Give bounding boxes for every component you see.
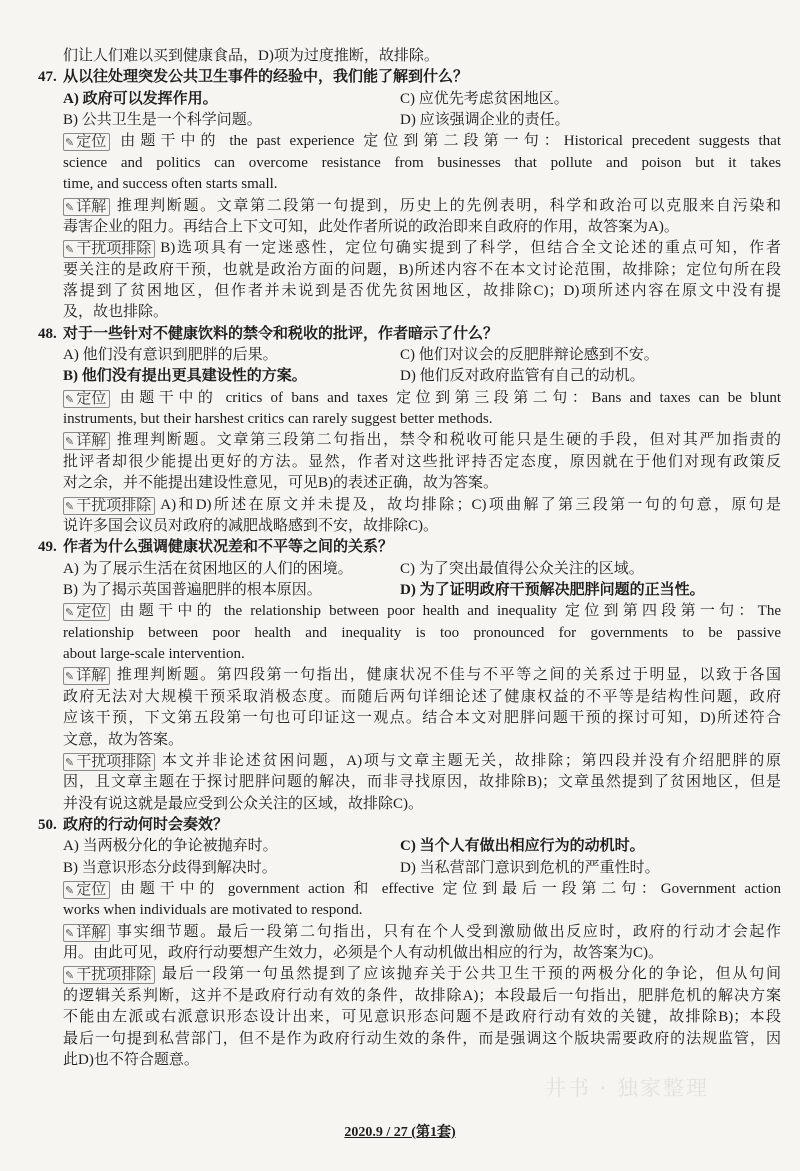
- locate-line: instruments, but their harshest critics can rarely suggest better methods.: [63, 411, 493, 428]
- page-content: [38, 46, 781, 1071]
- locate-label: [63, 390, 110, 408]
- distractor-first-line: [63, 495, 781, 516]
- explain-line: 政府无法对大规模干预采取消极态度。而随后两句详细论述了健康权益的不平等是结构性问题，政府: [63, 688, 781, 705]
- locate-label-text: 定位: [76, 604, 107, 621]
- locate-label: [63, 133, 110, 151]
- distractor-text: 最后一段第一句虽然提到了应该抛弃关于公共卫生干预的两极分化的争论，但从句间: [160, 966, 781, 983]
- locate-label-text: 定位: [76, 390, 107, 407]
- locate-line: science and politics can overcome resistance from businesses that pollute and poison but it takes: [63, 154, 781, 171]
- question-number: 48.: [38, 325, 57, 342]
- continuation-line: 们让人们难以买到健康食品，D)项为过度推断，故排除。: [63, 48, 439, 64]
- pencil-icon: ✎: [65, 136, 75, 150]
- options-row: [63, 89, 781, 110]
- watermark: 井书 · 独家整理: [545, 1076, 710, 1100]
- explain-text: 推理判断题。文章第二段第一句提到，历史上的先例表明，科学和政治可以克服来自污染和: [115, 197, 781, 214]
- explain-line: 毒害企业的阻力。再结合上下文可知，此处作者所说的政治即来自政府的作用，故答案为A)。: [63, 218, 679, 235]
- question-number: 50.: [38, 816, 57, 833]
- distractor-label-text: 干扰项排除: [76, 753, 152, 770]
- option-b: B) 为了揭示英国普遍肥胖的根本原因。: [63, 581, 322, 598]
- locate-text: 由题干中的 critics of bans and taxes 定位到第三段第二句：Bans and taxes can be blunt: [115, 389, 781, 406]
- locate-first-line: [63, 131, 781, 152]
- locate-label-text: 定位: [76, 134, 107, 151]
- option-b: B) 他们没有提出更具建设性的方案。: [63, 368, 307, 385]
- distractor-line: 要关注的是政府干预，也就是政治方面的问题，B)所述内容不在本文讨论范围，故排除；定位句所在段: [63, 261, 781, 278]
- distractor-text: 本文并非论述贫困问题，A)项与文章主题无关，故排除；第四段并没有介绍肥胖的原: [160, 752, 781, 769]
- pencil-icon: ✎: [65, 200, 75, 214]
- distractor-line: 因，且文章主题在于探讨肥胖问题的解决，而非寻找原因，故排除B)；文章虽然提到了贫困地区，但是: [63, 774, 781, 791]
- question-text: 对于一些针对不健康饮料的禁令和税收的批评，作者暗示了什么？: [63, 325, 499, 342]
- option-c: C) 当个人有做出相应行为的动机时。: [400, 838, 645, 855]
- distractor-label: [63, 240, 155, 258]
- question-text: 作者为什么强调健康状况差和不平等之间的关系？: [63, 539, 394, 556]
- distractor-line: 说许多国会议员对政府的减肥战略感到不安，故排除C)。: [63, 517, 439, 534]
- locate-line: relationship between poor health and inequality is too pronounced for governments to be passive: [63, 624, 781, 641]
- locate-line: about large-scale intervention.: [63, 646, 245, 663]
- explain-label: [63, 198, 110, 216]
- pencil-icon: ✎: [65, 606, 75, 620]
- explain-line: 文意，故为答案。: [63, 731, 184, 748]
- explain-label: [63, 667, 110, 685]
- distractor-text: A)和D)所述在原文并未提及，故均排除；C)项曲解了第三段第一句的句意，原句是: [160, 496, 781, 513]
- option-d: D) 应该强调企业的责任。: [400, 112, 570, 129]
- question-number: 47.: [38, 69, 57, 86]
- explain-first-line: [63, 430, 781, 451]
- pencil-icon: ✎: [65, 884, 75, 898]
- locate-label: [63, 881, 110, 899]
- pencil-icon: ✎: [65, 499, 75, 513]
- explain-label-text: 详解: [76, 433, 107, 450]
- options-row: [63, 110, 781, 131]
- pencil-icon: ✎: [65, 926, 75, 940]
- locate-text: 由题干中的 the relationship between poor health and inequality 定位到第四段第一句：The: [115, 603, 781, 620]
- option-a: A) 政府可以发挥作用。: [63, 90, 218, 107]
- distractor-first-line: [63, 238, 781, 259]
- explain-first-line: [63, 665, 781, 686]
- pencil-icon: ✎: [65, 392, 75, 406]
- explain-label-text: 详解: [76, 924, 107, 941]
- locate-first-line: [63, 601, 781, 622]
- question-stem: [38, 815, 781, 836]
- distractor-line: 并没有说这就是最应受到公众关注的区域，故排除C)。: [63, 795, 424, 812]
- question-49: [38, 537, 781, 815]
- pencil-icon: ✎: [65, 670, 75, 684]
- distractor-label: [63, 753, 155, 771]
- locate-label-text: 定位: [76, 882, 107, 899]
- option-a: A) 为了展示生活在贫困地区的人们的困境。: [63, 560, 353, 577]
- distractor-line: 此D)也不符合题意。: [63, 1051, 199, 1068]
- explain-line: 对之余，并不能提出建设性意见，可见B)的表述正确，故为答案。: [63, 475, 499, 492]
- option-c: C) 为了突出最值得公众关注的区域。: [400, 560, 644, 577]
- locate-line: time, and success often starts small.: [63, 176, 278, 193]
- options-row: [63, 580, 781, 601]
- distractor-label: [63, 497, 155, 515]
- option-b: B) 当意识形态分歧得到解决时。: [63, 859, 277, 876]
- explain-text: 事实细节题。最后一段第二句指出，只有在个人受到激励做出反应时，政府的行动才会起作: [115, 923, 781, 940]
- footer-text: 2020.9 / 27 (第1套): [344, 1125, 456, 1140]
- distractor-label-text: 干扰项排除: [76, 241, 152, 258]
- distractor-line: 不能由左派或右派意识形态设计出来，可见意识形态问题不是政府行动有效的关键，故排除B)；本段: [63, 1009, 781, 1026]
- distractor-first-line: [63, 964, 781, 985]
- option-d: D) 为了证明政府干预解决肥胖问题的正当性。: [400, 581, 705, 598]
- locate-line: works when individuals are motivated to respond.: [63, 902, 363, 919]
- distractor-label-text: 干扰项排除: [76, 497, 152, 514]
- question-50: [38, 815, 781, 1071]
- option-a: A) 他们没有意识到肥胖的后果。: [63, 347, 278, 364]
- locate-first-line: [63, 879, 781, 900]
- explain-label-text: 详解: [76, 198, 107, 215]
- explain-first-line: [63, 922, 781, 943]
- distractor-label-text: 干扰项排除: [76, 967, 152, 984]
- distractor-line: 落提到了贫困地区，但作者并未说到是否优先贫困地区，故排除C)；D)项所述内容在原文中没有提: [63, 282, 781, 299]
- option-c: C) 他们对议会的反肥胖辩论感到不安。: [400, 347, 659, 364]
- question-text: 从以往处理突发公共卫生事件的经验中，我们能了解到什么？: [63, 69, 469, 86]
- explain-text: 推理判断题。文章第三段第二句指出，禁令和税收可能只是生硬的手段，但对其严加指责的: [115, 432, 781, 449]
- pencil-icon: ✎: [65, 969, 75, 983]
- locate-text: 由题干中的 the past experience 定位到第二段第一句：Historical precedent suggests that: [115, 133, 781, 150]
- explain-line: 应该干预，下文第五段第一句也可印证这一观点。结合本文对肥胖问题干预的探讨可知，D)所述符合: [63, 710, 781, 727]
- question-text: 政府的行动何时会奏效？: [63, 816, 229, 833]
- question-number: 49.: [38, 539, 57, 556]
- pencil-icon: ✎: [65, 435, 75, 449]
- explain-label-text: 详解: [76, 668, 107, 685]
- locate-label: [63, 603, 110, 621]
- distractor-line: 的逻辑关系判断，这并不是政府行动有效的条件，故排除A)；本段最后一句指出，肥胖危机的解决方案: [63, 987, 781, 1004]
- options-row: [63, 345, 781, 366]
- distractor-first-line: [63, 751, 781, 772]
- page-footer: [0, 1121, 800, 1141]
- options-row: [63, 836, 781, 857]
- option-b: B) 公共卫生是一个科学问题。: [63, 112, 262, 129]
- question-stem: [38, 537, 781, 558]
- distractor-line: 及，故也排除。: [63, 304, 169, 321]
- explain-text: 推理判断题。第四段第一句指出，健康状况不佳与不平等之间的关系过于明显，以致于各国: [115, 667, 781, 684]
- explain-label: [63, 432, 110, 450]
- question-47: [38, 67, 781, 323]
- explain-line: 批评者却很少能提出更好的方法。显然，作者对这些批评持否定态度，原因就在于他们对现有政策反: [63, 453, 781, 470]
- question-48: [38, 324, 781, 538]
- question-stem: [38, 324, 781, 345]
- explain-line: 用。由此可见，政府行动要想产生效力，必须是个人有动机做出相应的行为，故答案为C)。: [63, 945, 664, 962]
- options-row: [63, 858, 781, 879]
- option-d: D) 他们反对政府监管有自己的动机。: [400, 368, 645, 385]
- pencil-icon: ✎: [65, 755, 75, 769]
- locate-first-line: [63, 388, 781, 409]
- question-stem: [38, 67, 781, 88]
- explain-label: [63, 924, 110, 942]
- locate-text: 由题干中的 government action 和 effective 定位到最后一段第二句：Government action: [115, 881, 781, 898]
- option-a: A) 当两极分化的争论被抛弃时。: [63, 838, 278, 855]
- distractor-text: B)选项具有一定迷惑性，定位句确实提到了科学，但结合全文论述的重点可知，作者: [160, 240, 781, 257]
- pencil-icon: ✎: [65, 243, 75, 257]
- option-d: D) 当私营部门意识到危机的严重性时。: [400, 859, 660, 876]
- distractor-label: [63, 966, 155, 984]
- distractor-line: 最后一句提到私营部门，但不是作为政府行动生效的条件，而是强调这个版块需要政府的法规监管，因: [63, 1030, 781, 1047]
- options-row: [63, 366, 781, 387]
- option-c: C) 应优先考虑贫困地区。: [400, 90, 569, 107]
- options-row: [63, 559, 781, 580]
- explain-first-line: [63, 196, 781, 217]
